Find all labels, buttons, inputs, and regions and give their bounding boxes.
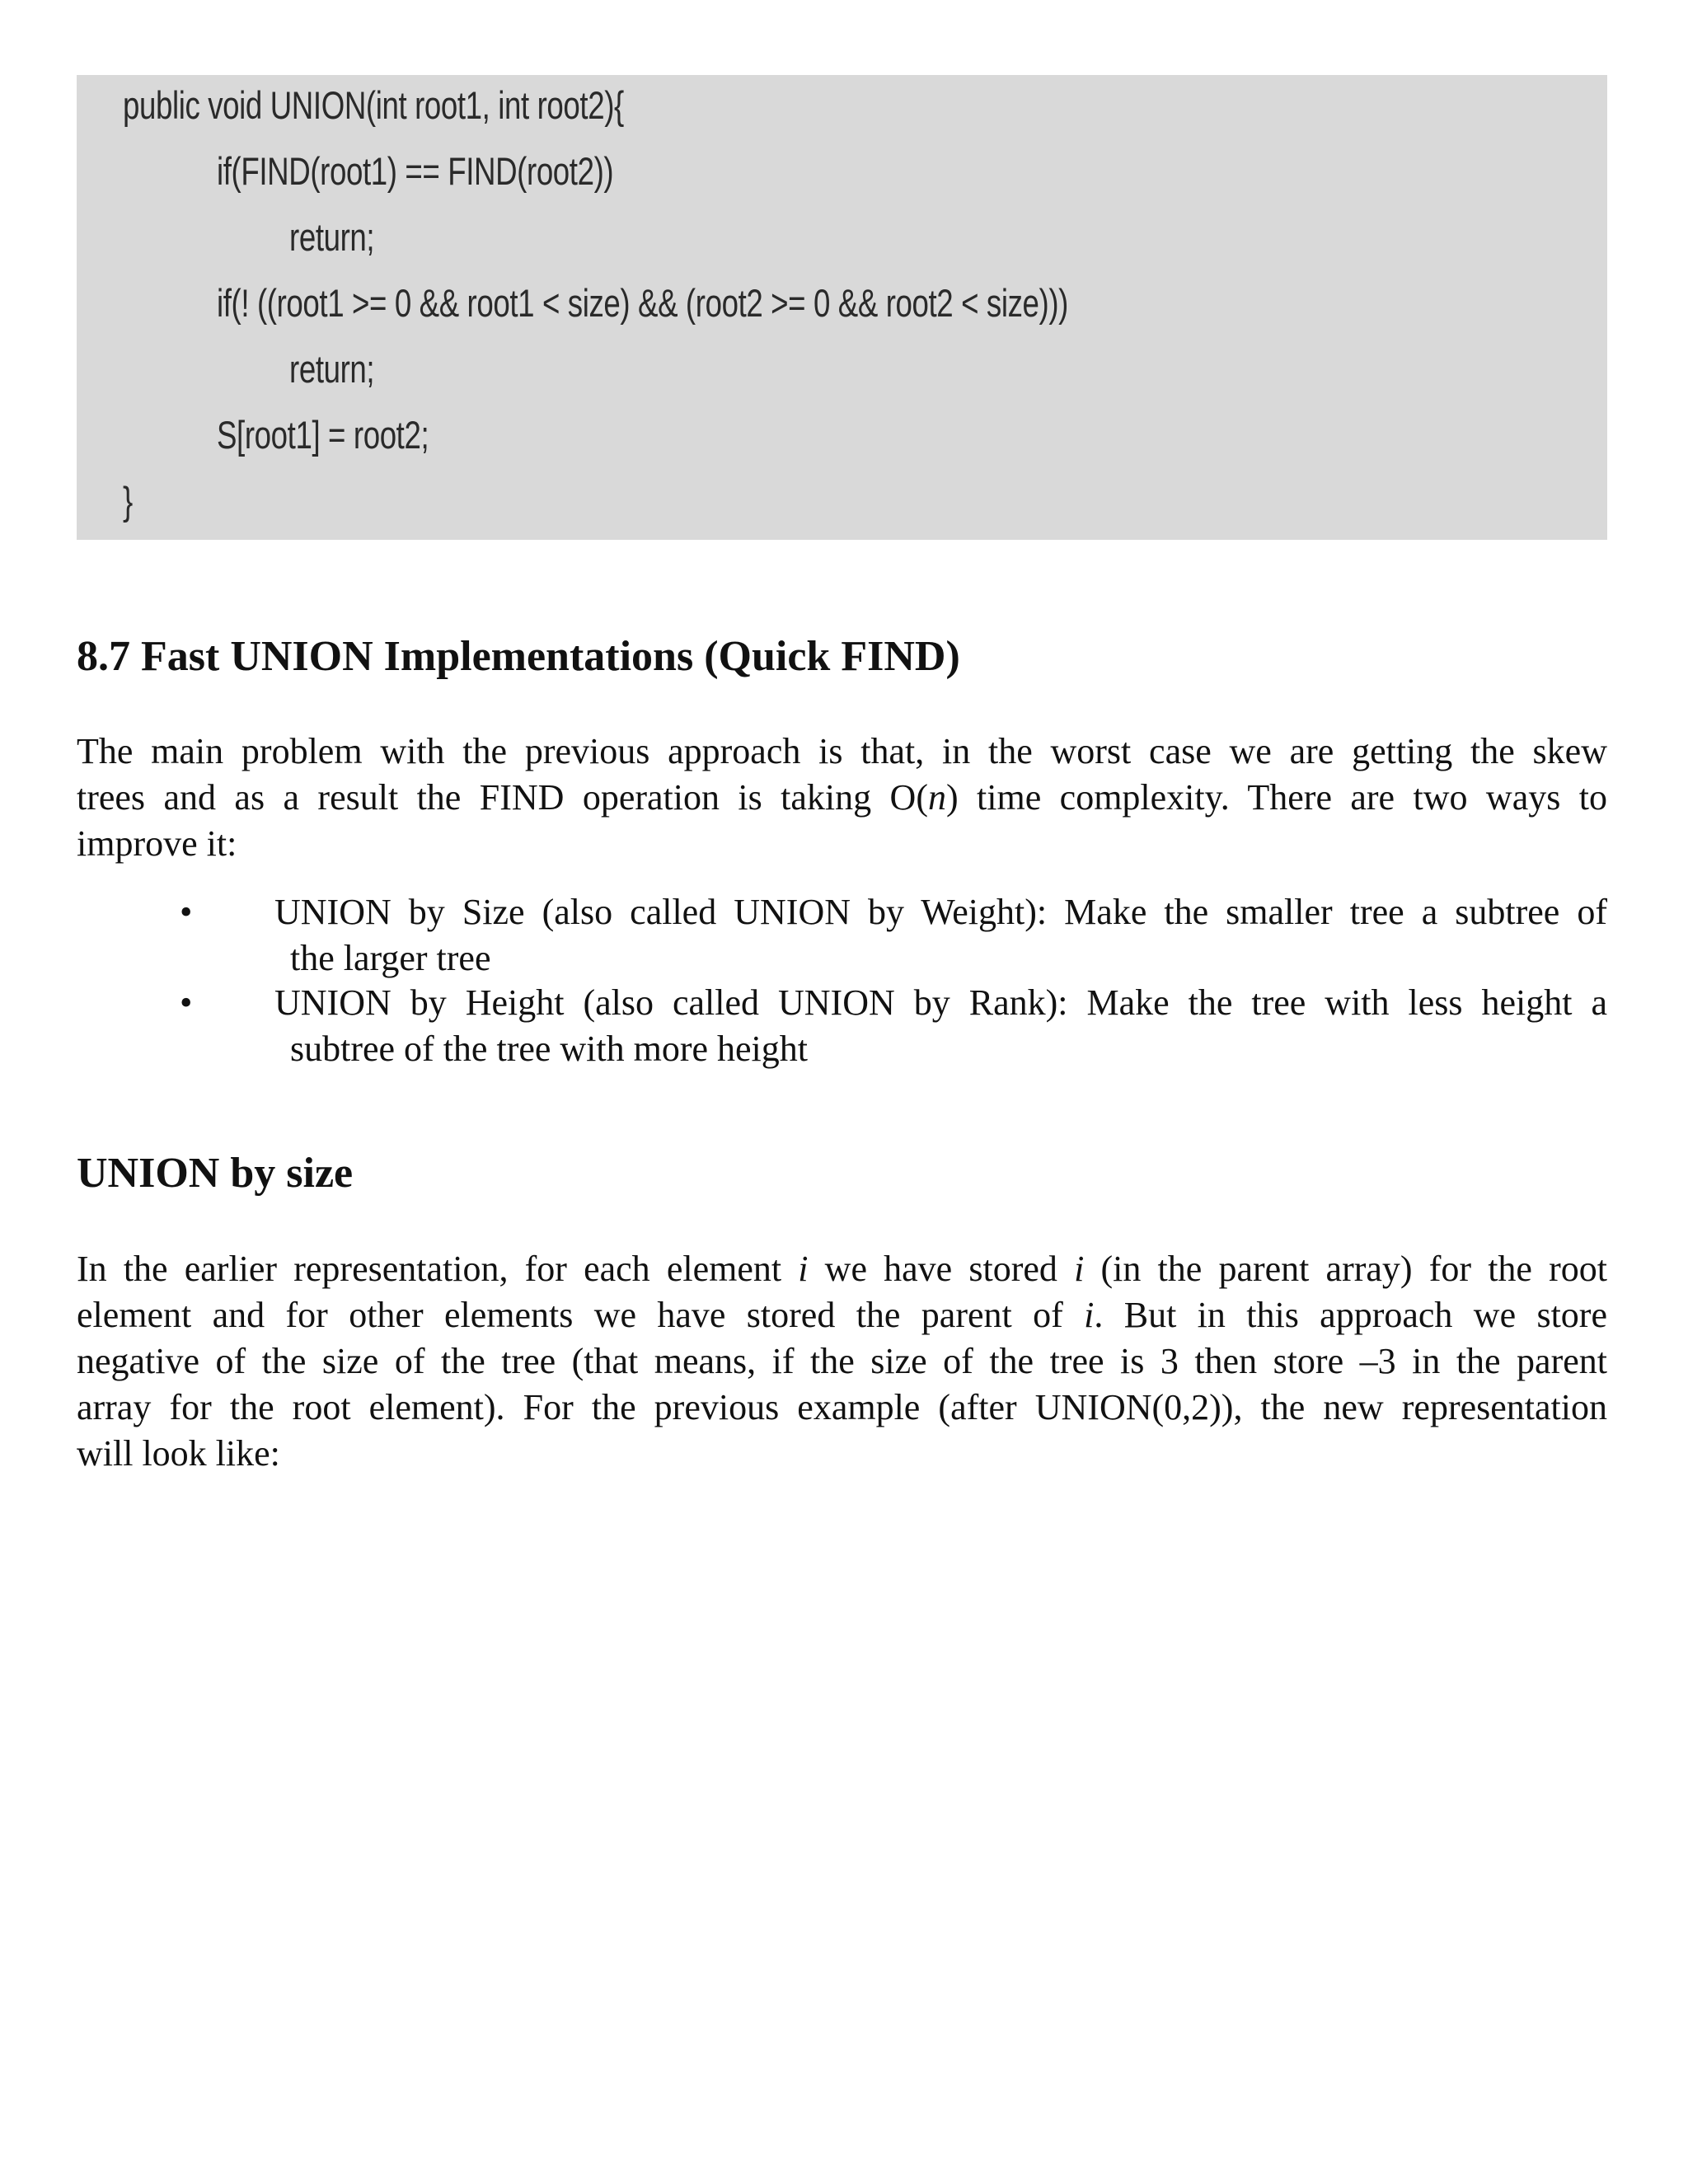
bullet-marker: • [180, 892, 193, 932]
bullet-line: UNION by Size (also called UNION by Weight): Make the smaller tree a subtree of [274, 892, 1607, 932]
paragraph-line: improve it: [77, 823, 237, 864]
code-line: return; [289, 347, 375, 391]
bullet-marker: • [180, 982, 193, 1023]
italic-variable: i [1074, 1249, 1085, 1289]
code-line: if(FIND(root1) == FIND(root2)) [217, 149, 614, 193]
code-block [77, 75, 1607, 540]
text-run: In the earlier representation, for each element [77, 1249, 799, 1289]
bullet-item [274, 980, 1607, 1072]
code-line: S[root1] = root2; [217, 413, 429, 457]
italic-variable: n [927, 777, 946, 818]
paragraph-line [77, 775, 1607, 821]
paragraph-line: negative of the size of the tree (that means, if the size of the tree is 3 then store –3 in the parent [77, 1341, 1607, 1381]
code-line: public void UNION(int root1, int root2){ [123, 83, 624, 127]
italic-variable: i [1084, 1295, 1095, 1335]
code-line: if(! ((root1 >= 0 && root1 < size) && (root2 >= 0 && root2 < size))) [217, 281, 1069, 325]
intro-paragraph [77, 729, 1607, 867]
bullet-line: UNION by Height (also called UNION by Rank): Make the tree with less height a [274, 982, 1607, 1023]
italic-variable: i [798, 1249, 809, 1289]
paragraph-line: array for the root element). For the previous example (after UNION(0,2)), the new representation [77, 1387, 1607, 1427]
text-run: ) time complexity. There are two ways to [945, 777, 1607, 818]
text-run: element and for other elements we have stored the parent of [77, 1295, 1085, 1335]
bullet-line: subtree of the tree with more height [290, 1029, 809, 1069]
bullet-line: the larger tree [290, 938, 491, 978]
code-line: return; [289, 215, 375, 259]
size-paragraph [77, 1246, 1607, 1477]
subsection-heading: UNION by size [77, 1150, 354, 1197]
text-run: . But in this approach we store [1094, 1295, 1607, 1335]
code-line: } [123, 479, 133, 523]
paragraph-line: The main problem with the previous approach is that, in the worst case we are getting the skew [77, 731, 1607, 771]
paragraph-line [77, 1246, 1607, 1292]
section-heading: 8.7 Fast UNION Implementations (Quick FIND) [77, 633, 960, 680]
text-run: we have stored [808, 1249, 1075, 1289]
text-run: trees and as a result the FIND operation is taking O( [77, 777, 928, 818]
bullet-item [274, 889, 1607, 982]
text-run: (in the parent array) for the root [1084, 1249, 1607, 1289]
paragraph-line: will look like: [77, 1433, 280, 1474]
paragraph-line [77, 1292, 1607, 1338]
